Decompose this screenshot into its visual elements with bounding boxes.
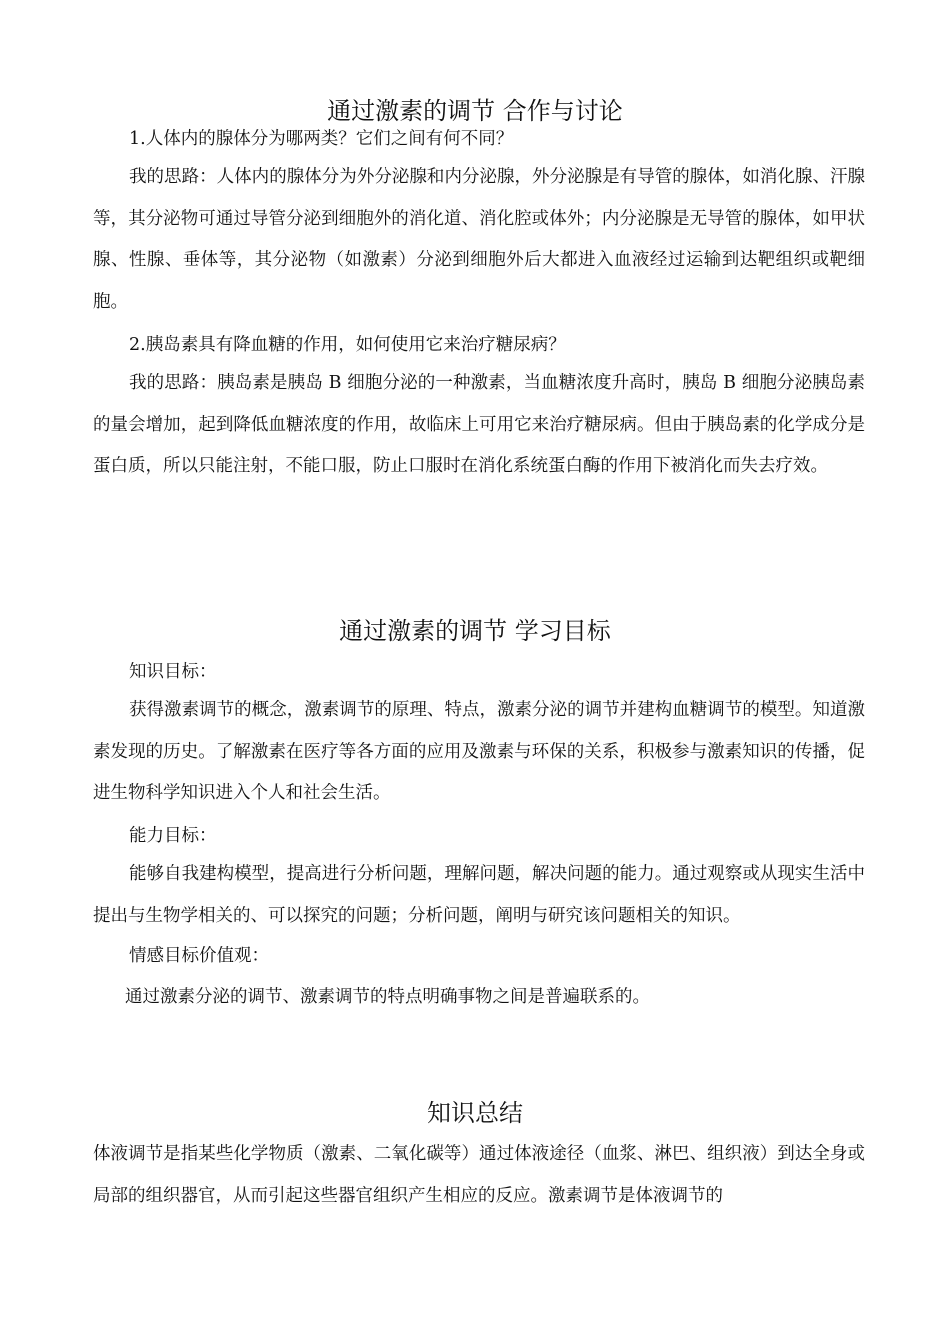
answer-2: 我的思路：胰岛素是胰岛 B 细胞分泌的一种激素，当血糖浓度升高时，胰岛 B 细胞分泌胰岛素的量会增加，起到降低血糖浓度的作用，故临床上可用它来治疗糖尿病。但由于胰岛素的化学成分是蛋白质，所以只能注射，不能口服，防止口服时在消化系统蛋白酶的作用下被消化而失去疗效。 [93, 373, 865, 476]
summary-text: 体液调节是指某些化学物质（激素、二氧化碳等）通过体液途径（血浆、淋巴、组织液）到达全身或局部的组织器官，从而引起这些器官组织产生相应的反应。激素调节是体液调节的 [93, 1144, 865, 1206]
ability-goal-label: 能力目标： [129, 826, 217, 846]
question-1: 1.人体内的腺体分为哪两类？它们之间有何不同？ [129, 129, 514, 149]
emotion-goal-text: 通过激素分泌的调节、激素调节的特点明确事物之间是普遍联系的。 [125, 987, 650, 1007]
knowledge-goal-text: 获得激素调节的概念，激素调节的原理、特点，激素分泌的调节并建构血糖调节的模型。知道激素发现的历史。了解激素在医疗等各方面的应用及激素与环保的关系，积极参与激素知识的传播，促进生物科学知识进入个人和社会生活。 [93, 700, 865, 803]
section1-title: 通过激素的调节 合作与讨论 [327, 97, 623, 125]
knowledge-goal-label: 知识目标： [129, 662, 217, 682]
emotion-goal-label: 情感目标价值观： [129, 946, 269, 966]
answer-1: 我的思路：人体内的腺体分为外分泌腺和内分泌腺，外分泌腺是有导管的腺体，如消化腺、汗腺等，其分泌物可通过导管分泌到细胞外的消化道、消化腔或体外；内分泌腺是无导管的腺体，如甲状腺、性腺、垂体等，其分泌物（如激素）分泌到细胞外后大都进入血液经过运输到达靶组织或靶细胞。 [93, 167, 865, 312]
ability-goal-text: 能够自我建构模型，提高进行分析问题，理解问题，解决问题的能力。通过观察或从现实生活中提出与生物学相关的、可以探究的问题；分析问题，阐明与研究该问题相关的知识。 [93, 864, 865, 926]
section3-title: 知识总结 [427, 1099, 523, 1127]
section2-title: 通过激素的调节 学习目标 [339, 617, 611, 645]
question-2: 2.胰岛素具有降血糖的作用，如何使用它来治疗糖尿病？ [129, 335, 566, 355]
